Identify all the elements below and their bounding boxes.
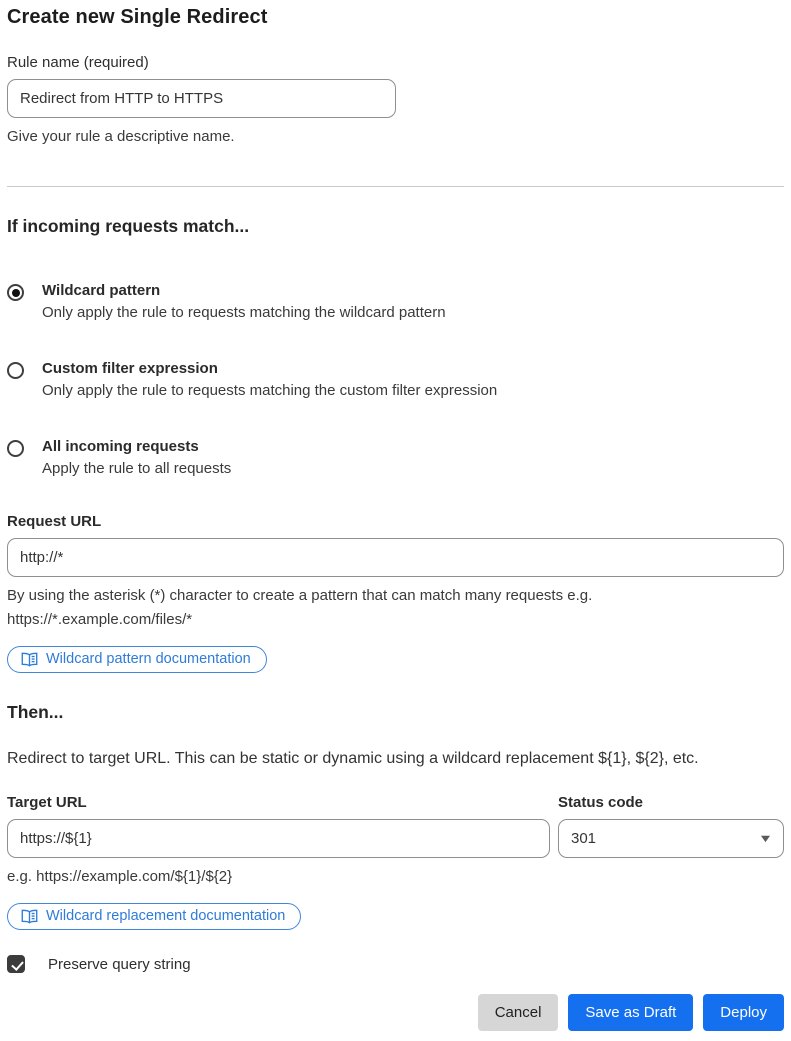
then-description: Redirect to target URL. This can be static or dynamic using a wildcard replacement ${1}, ${2}, etc. [7,750,699,767]
request-url-input[interactable] [7,538,784,577]
page-title: Create new Single Redirect [7,6,268,28]
match-type-radio-group [7,282,784,477]
request-url-help-line2: https://*.example.com/files/* [7,611,193,628]
radio-option-all-incoming-requests[interactable] [7,438,784,477]
preserve-query-string-row[interactable] [7,955,784,973]
request-url-help-line1: By using the asterisk (*) character to create a pattern that can match many requests e.g. [7,587,593,604]
rule-name-help: Give your rule a descriptive name. [7,128,235,145]
radio-option-custom-filter-expression[interactable] [7,360,784,399]
save-as-draft-button[interactable]: Save as Draft [568,994,693,1031]
preserve-query-string-label: Preserve query string [48,955,191,973]
radio-label: All incoming requests [42,438,199,455]
wildcard-pattern-docs-button[interactable] [7,646,267,673]
open-book-icon [21,909,38,924]
section-divider [7,186,784,187]
then-section-heading: Then... [7,702,64,722]
deploy-button[interactable]: Deploy [703,994,784,1031]
rule-name-label: Rule name (required) [7,54,149,71]
status-code-selected-value: 301 [571,830,597,847]
radio-option-wildcard-pattern[interactable] [7,282,784,321]
radio-icon[interactable] [7,284,24,301]
radio-icon[interactable] [7,362,24,379]
status-code-select[interactable] [558,819,784,858]
target-url-input[interactable] [7,819,550,858]
doc-button-label: Wildcard replacement documentation [46,908,286,924]
status-code-label: Status code [558,794,644,811]
request-url-help [7,584,784,632]
radio-description: Only apply the rule to requests matching the custom filter expression [42,382,498,399]
doc-button-label: Wildcard pattern documentation [46,651,251,667]
chevron-down-icon: ▼ [757,832,774,845]
radio-label: Custom filter expression [42,360,218,377]
footer-actions [7,994,784,1031]
wildcard-replacement-docs-button[interactable] [7,903,301,930]
radio-description: Apply the rule to all requests [42,460,232,477]
checkbox-icon[interactable] [7,955,25,973]
request-url-label: Request URL [7,513,102,530]
match-section-heading: If incoming requests match... [7,216,250,236]
cancel-button[interactable]: Cancel [478,994,559,1031]
radio-description: Only apply the rule to requests matching the wildcard pattern [42,304,446,321]
radio-label: Wildcard pattern [42,282,161,299]
target-status-row [7,769,784,889]
target-url-label: Target URL [7,794,87,811]
open-book-icon [21,652,38,667]
target-url-help: e.g. https://example.com/${1}/${2} [7,868,233,885]
rule-name-input[interactable] [7,79,396,118]
radio-icon[interactable] [7,440,24,457]
